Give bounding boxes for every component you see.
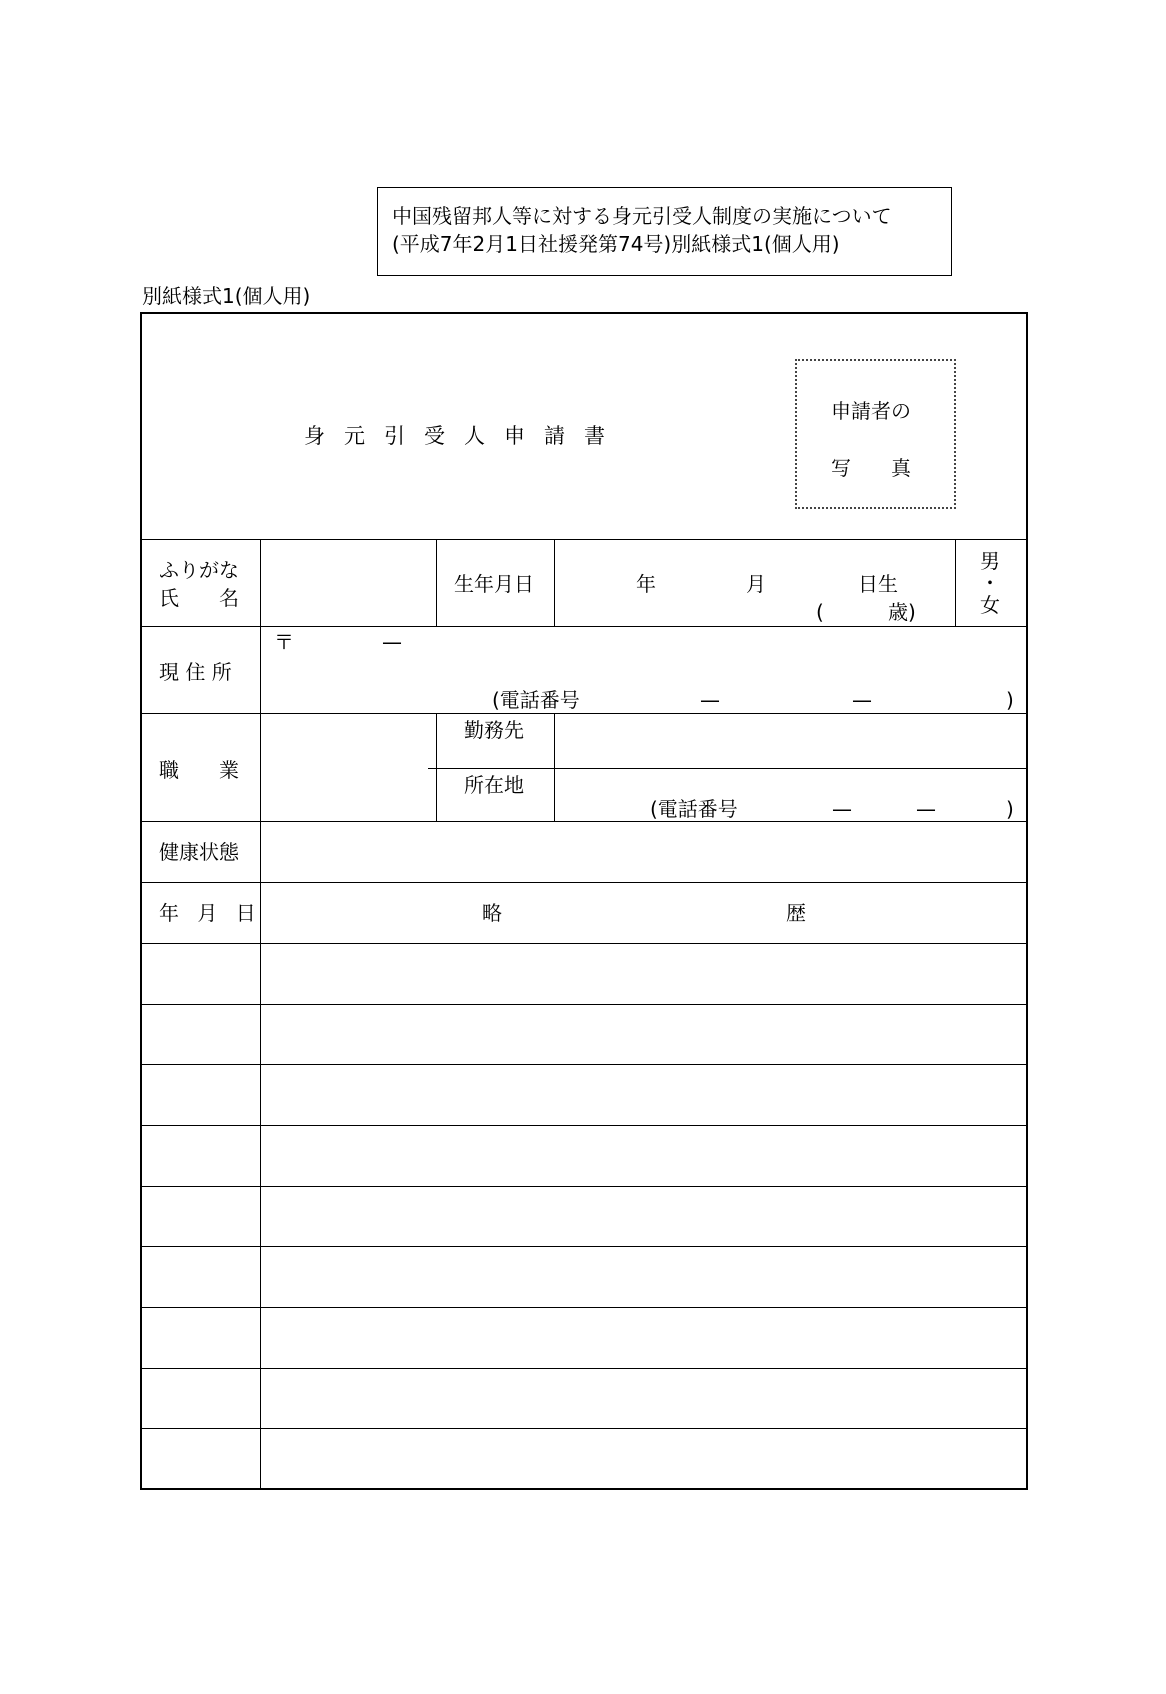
- work-phone-close: ): [1006, 797, 1014, 821]
- location-label: 所在地: [464, 773, 524, 797]
- form-title: 身元引受人申請書: [304, 424, 624, 448]
- address-phone-label: (電話番号: [492, 688, 580, 712]
- gender-male: 男: [980, 549, 1000, 573]
- row-divider: [142, 539, 1026, 540]
- gender-female: 女: [980, 593, 1000, 617]
- gender-dot: ・: [980, 571, 1000, 595]
- birth-year-unit: 年: [636, 572, 656, 596]
- address-phone-dash-2: —: [852, 688, 872, 712]
- history-date-label: 年 月 日: [159, 901, 262, 925]
- notice-box: [377, 187, 952, 276]
- column-divider: [955, 539, 956, 626]
- row-divider: [142, 882, 1026, 883]
- photo-label-2: 写 真: [831, 456, 911, 480]
- birth-month-unit: 月: [746, 572, 766, 596]
- postal-mark: 〒: [274, 630, 294, 654]
- column-divider: [554, 713, 555, 821]
- age-open: (: [816, 600, 824, 624]
- row-divider: [142, 943, 1026, 944]
- photo-label-1: 申請者の: [831, 399, 911, 423]
- address-label: 現 住 所: [159, 660, 232, 684]
- column-divider: [436, 713, 437, 821]
- name-label: 氏 名: [159, 586, 239, 610]
- row-divider: [142, 1064, 1026, 1065]
- row-divider: [142, 626, 1026, 627]
- row-divider: [142, 1004, 1026, 1005]
- work-phone-dash-1: —: [832, 797, 852, 821]
- birth-day-unit: 日生: [858, 572, 898, 596]
- work-phone-label: (電話番号: [650, 797, 738, 821]
- row-divider: [142, 1368, 1026, 1369]
- occupation-label: 職 業: [159, 758, 239, 782]
- row-divider: [142, 713, 1026, 714]
- row-divider: [142, 1307, 1026, 1308]
- row-divider: [142, 1125, 1026, 1126]
- row-divider: [428, 768, 1026, 769]
- history-label-2: 歴: [786, 901, 806, 925]
- column-divider: [260, 539, 261, 1488]
- notice-line-2: (平成7年2月1日社援発第74号)別紙様式1(個人用): [392, 232, 840, 256]
- notice-line-1: 中国残留邦人等に対する身元引受人制度の実施について: [392, 204, 892, 228]
- history-label-1: 略: [482, 901, 502, 925]
- postal-dash: —: [382, 630, 402, 654]
- row-divider: [142, 1428, 1026, 1429]
- column-divider: [554, 539, 555, 626]
- work-phone-dash-2: —: [916, 797, 936, 821]
- furigana-label: ふりがな: [159, 558, 239, 582]
- form-label: 別紙様式1(個人用): [142, 284, 311, 308]
- application-form: [140, 312, 1028, 1490]
- health-label: 健康状態: [159, 840, 239, 864]
- row-divider: [142, 1186, 1026, 1187]
- address-phone-close: ): [1006, 688, 1014, 712]
- row-divider: [142, 1246, 1026, 1247]
- workplace-label: 勤務先: [464, 718, 524, 742]
- birth-date-label: 生年月日: [454, 572, 534, 596]
- column-divider: [436, 539, 437, 626]
- row-divider: [142, 821, 1026, 822]
- age-close: 歳): [888, 600, 916, 624]
- address-phone-dash-1: —: [700, 688, 720, 712]
- photo-box: [795, 359, 956, 509]
